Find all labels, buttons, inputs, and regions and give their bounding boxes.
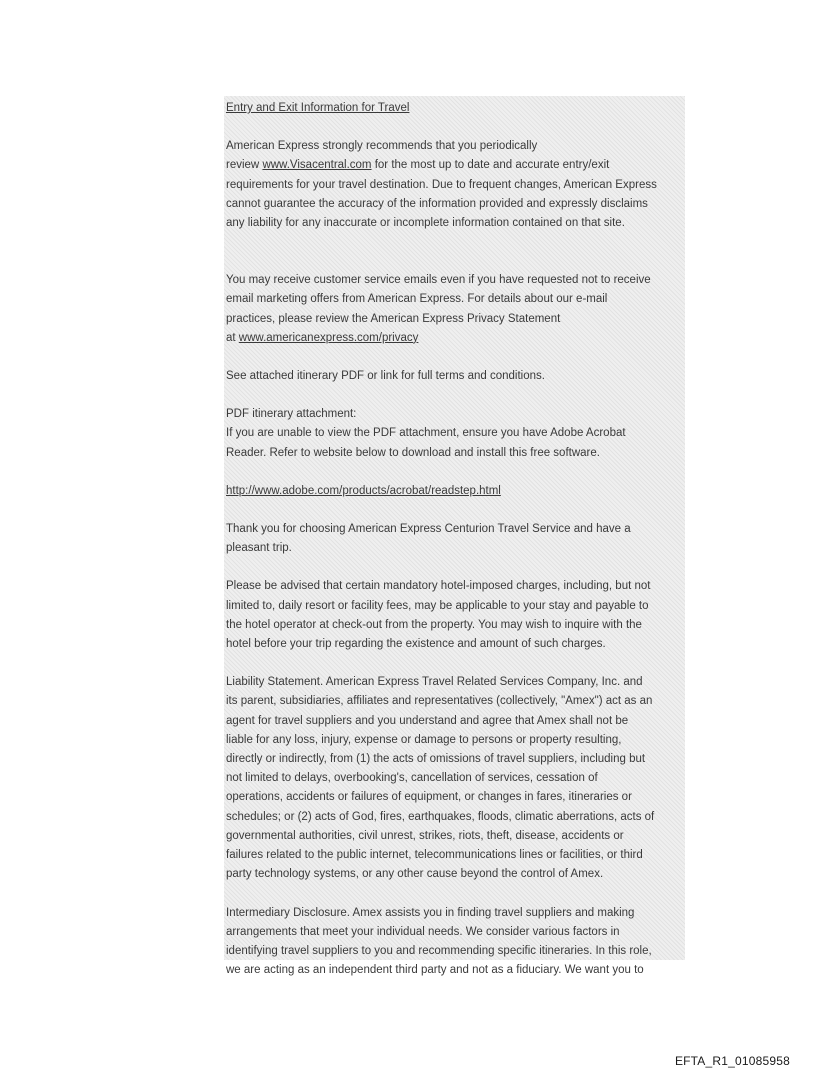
text-line: the hotel operator at check-out from the property. You may wish to inquire with the: [226, 618, 642, 631]
text-line: governmental authorities, civil unrest, strikes, riots, theft, disease, accidents or: [226, 829, 624, 842]
text-line: any liability for any inaccurate or incomplete information contained on that site.: [226, 217, 625, 230]
paragraph-hotel-charges: [226, 577, 685, 654]
paragraph-intermediary: [226, 904, 685, 981]
text-line: limited to, daily resort or facility fees, may be applicable to your stay and payable to: [226, 599, 649, 612]
text-line: pleasant trip.: [226, 542, 292, 555]
text-line: arrangements that meet your individual needs. We consider various factors in: [226, 925, 620, 938]
document-id-footer: EFTA_R1_01085958: [674, 1054, 790, 1068]
text-line: party technology systems, or any other cause beyond the control of Amex.: [226, 868, 604, 881]
paragraph-adobe-link: [226, 482, 685, 501]
text-line: we are acting as an independent third party and not as a fiduciary. We want you to: [226, 964, 644, 977]
text-line: Please be advised that certain mandatory hotel-imposed charges, including, but not: [226, 580, 651, 593]
text-line: agent for travel suppliers and you understand and agree that Amex shall not be: [226, 714, 629, 727]
paragraph-terms: [226, 367, 685, 386]
text-line: failures related to the public internet, telecommunications lines or facilities, or third: [226, 849, 643, 862]
text-line: its parent, subsidiaries, affiliates and representatives (collectively, "Amex") act as an: [226, 695, 653, 708]
text-line: You may receive customer service emails even if you have requested not to receive: [226, 274, 651, 287]
text-line: operations, accidents or failures of equipment, or changes in fares, itineraries or: [226, 791, 632, 804]
text-fragment: at: [226, 331, 239, 344]
text-line: Reader. Refer to website below to download and install this free software.: [226, 446, 600, 459]
text-line: identifying travel suppliers to you and recommending specific itineraries. In this role,: [226, 944, 652, 957]
text-line: practices, please review the American Express Privacy Statement: [226, 312, 561, 325]
text-line: Intermediary Disclosure. Amex assists you in finding travel suppliers and making: [226, 906, 635, 919]
text-line: If you are unable to view the PDF attachment, ensure you have Adobe Acrobat: [226, 427, 626, 440]
paragraph-liability: [226, 673, 685, 884]
text-line: See attached itinerary PDF or link for full terms and conditions.: [226, 370, 545, 383]
section-heading-block: [226, 99, 685, 118]
text-line: email marketing offers from American Express. For details about our e-mail: [226, 293, 608, 306]
adobe-download-link[interactable]: http://www.adobe.com/products/acrobat/readstep.html: [226, 484, 501, 497]
text-line: directly or indirectly, from (1) the acts of omissions of travel suppliers, including but: [226, 753, 646, 766]
document-body: [224, 96, 685, 977]
text-line: not limited to delays, overbooking's, cancellation of services, cessation of: [226, 772, 598, 785]
text-line: hotel before your trip regarding the existence and amount of such charges.: [226, 638, 606, 651]
visacentral-link[interactable]: www.Visacentral.com: [262, 159, 372, 172]
text-line: requirements for your travel destination. Due to frequent changes, American Express: [226, 178, 657, 191]
text-line: American Express strongly recommends that you periodically: [226, 140, 538, 153]
text-line: schedules; or (2) acts of God, fires, earthquakes, floods, climatic aberrations, acts of: [226, 810, 655, 823]
privacy-link[interactable]: www.americanexpress.com/privacy: [238, 331, 419, 344]
text-fragment: for the most up to date and accurate entry/exit: [371, 159, 610, 172]
text-line: cannot guarantee the accuracy of the information provided and expressly disclaims: [226, 197, 648, 210]
section-heading: Entry and Exit Information for Travel: [226, 102, 410, 114]
text-line: Thank you for choosing American Express Centurion Travel Service and have a: [226, 523, 631, 536]
text-line-with-link: [226, 156, 685, 175]
paragraph-thank-you: [226, 520, 685, 558]
text-fragment: review: [226, 159, 263, 172]
text-line: Liability Statement. American Express Travel Related Services Company, Inc. and: [226, 676, 643, 689]
text-line: PDF itinerary attachment:: [226, 408, 357, 421]
paragraph-privacy: [226, 271, 685, 348]
paragraph-entry-exit: [226, 137, 685, 233]
text-line: liable for any loss, injury, expense or damage to persons or property resulting,: [226, 733, 622, 746]
paragraph-pdf-attachment: [226, 405, 685, 463]
text-line-with-link: [226, 329, 685, 348]
